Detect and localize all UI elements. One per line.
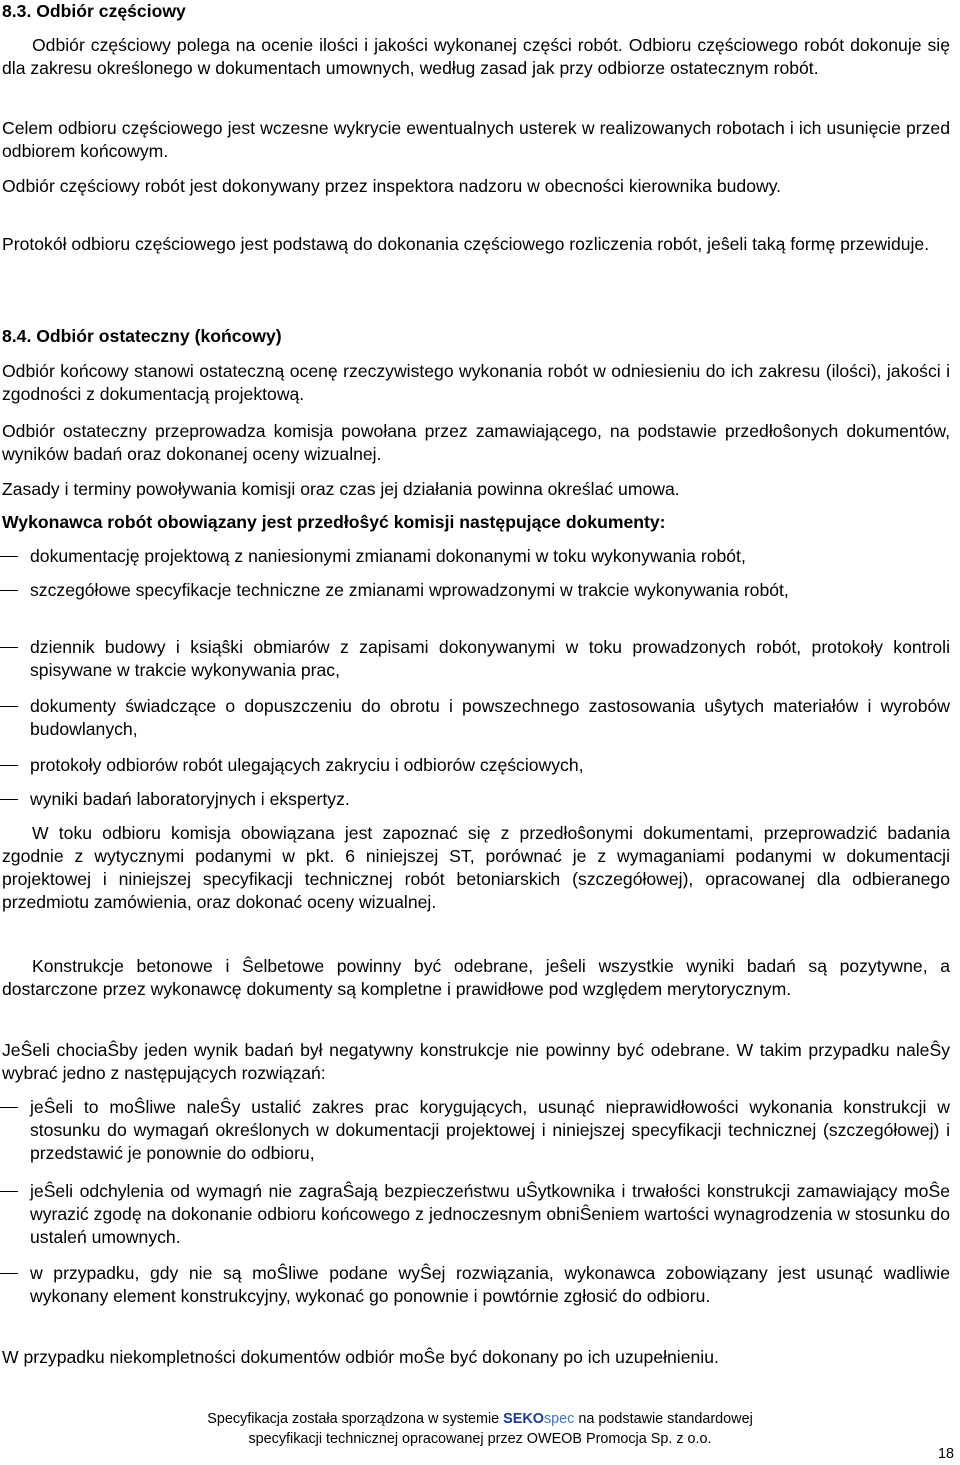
list-item-text: dokumenty świadczące o dopuszczeniu do obrotu i powszechnego zastosowania uŝytych materiałów i wyrobów budowlanych, — [30, 696, 950, 739]
footer-text: na podstawie standardowej — [578, 1411, 753, 1427]
paragraph: Protokół odbioru częściowego jest podstawą do dokonania częściowego rozliczenia robót, jeŝeli taką formę przewiduje. — [2, 234, 930, 254]
list-item-text: szczegółowe specyfikacje techniczne ze zmianami wprowadzonymi w trakcie wykonywania robót, — [30, 580, 789, 600]
paragraph: Zasady i terminy powoływania komisji oraz czas jej działania powinna określać umowa. — [2, 479, 680, 499]
list-item-text: wyniki badań laboratoryjnych i ekspertyz. — [30, 789, 350, 809]
footer-line-1 — [0, 1409, 960, 1429]
list-item-text: w przypadku, gdy nie są moŜliwe podane wyŜej rozwiązania, wykonawca zobowiązany jest usunąć wadliwie wykonany element konstrukcyjny, wykonać go ponownie i powtórnie zgłosić do odbioru. — [30, 1263, 950, 1306]
dash-bullet-icon — [0, 556, 18, 557]
page-footer — [0, 1409, 960, 1449]
page-number: 18 — [937, 1446, 954, 1462]
footer-line-2: specyfikacji technicznej opracowanej przez OWEOB Promocja Sp. z o.o. — [248, 1431, 712, 1447]
sekospec-logo — [503, 1411, 574, 1427]
section-heading-8-4: 8.4. Odbiór ostateczny (końcowy) — [2, 326, 282, 346]
documents-list-intro: Wykonawca robót obowiązany jest przedłoŝyć komisji następujące dokumenty: — [2, 512, 666, 532]
paragraph: Odbiór częściowy robót jest dokonywany przez inspektora nadzoru w obecności kierownika budowy. — [2, 176, 782, 196]
dash-bullet-icon — [0, 1273, 18, 1274]
list-item-text: dokumentację projektową z naniesionymi zmianami dokonanymi w toku wykonywania robót, — [30, 546, 746, 566]
paragraph: Odbiór końcowy stanowi ostateczną ocenę rzeczywistego wykonania robót w odniesieniu do ich zakresu (ilości), jakości i zgodności z dokumentacją projektową. — [2, 361, 950, 404]
dash-bullet-icon — [0, 1191, 18, 1192]
list-item-text: protokoły odbiorów robót ulegających zakryciu i odbiorów częściowych, — [30, 755, 584, 775]
dash-bullet-icon — [0, 1107, 18, 1108]
section-heading-8-3: 8.3. Odbiór częściowy — [2, 1, 186, 21]
list-item-text: jeŜeli odchylenia od wymagń nie zagraŜają bezpieczeństwu uŜytkownika i trwałości konstrukcji zamawiający moŜe wyrazić zgodę na dokonanie odbioru końcowego z jednoczesnym obniŜeniem wartości wynagrodzenia w stosunku do ustaleń umownych. — [30, 1181, 950, 1247]
list-item-text: dziennik budowy i ksiąŝki obmiarów z zapisami dokonywanymi w toku prowadzonych robót, protokoły kontroli spisywane w trakcie wykonywania prac, — [30, 637, 950, 680]
dash-bullet-icon — [0, 590, 18, 591]
list-item-text: jeŜeli to moŜliwe naleŜy ustalić zakres prac korygujących, usunąć nieprawidłowości wykonania konstrukcji w stosunku do wymagań określonych w dokumentacji projektowej i niniejszej specyfikacji technicznej (szczegółowej) i przedstawić je ponownie do odbioru, — [30, 1097, 950, 1163]
paragraph: W toku odbioru komisja obowiązana jest zapoznać się z przedłoŝonymi dokumentami, przeprowadzić badania zgodnie z wytycznymi podanymi w pkt. 6 niniejszej ST, porównać je z wymaganiami podanymi w dokumentacji projektowej i niniejszej specyfikacji technicznej robót betoniarskich (szczegółowej), opracowanej dla odbieranego przedmiotu zamówienia, oraz dokonać oceny wizualnej. — [2, 823, 950, 912]
paragraph: Konstrukcje betonowe i Ŝelbetowe powinny być odebrane, jeŝeli wszystkie wyniki badań są pozytywne, a dostarczone przez wykonawcę dokumenty są kompletne i prawidłowe pod względem merytorycznym. — [2, 956, 950, 999]
dash-bullet-icon — [0, 647, 18, 648]
paragraph: Celem odbioru częściowego jest wczesne wykrycie ewentualnych usterek w realizowanych robotach i ich usunięcie przed odbiorem końcowym. — [2, 118, 950, 161]
dash-bullet-icon — [0, 765, 18, 766]
logo-part-seko: SEKO — [503, 1411, 544, 1427]
paragraph: Odbiór częściowy polega na ocenie ilości i jakości wykonanej części robót. Odbioru częściowego robót dokonuje się dla zakresu określonego w dokumentach umownych, według zasad jak przy odbiorze ostatecznym robót. — [2, 35, 950, 78]
paragraph: JeŜeli chociaŜby jeden wynik badań był negatywny konstrukcje nie powinny być odebrane. W takim przypadku naleŜy wybrać jedno z następujących rozwiązań: — [2, 1040, 950, 1083]
paragraph: Odbiór ostateczny przeprowadza komisja powołana przez zamawiającego, na podstawie przedłoŝonych dokumentów, wyników badań oraz dokonanej oceny wizualnej. — [2, 421, 950, 464]
paragraph: W przypadku niekompletności dokumentów odbiór moŜe być dokonany po ich uzupełnieniu. — [2, 1347, 719, 1367]
dash-bullet-icon — [0, 706, 18, 707]
footer-text: Specyfikacja została sporządzona w systemie — [207, 1411, 500, 1427]
logo-part-spec: spec — [543, 1411, 575, 1427]
dash-bullet-icon — [0, 799, 18, 800]
